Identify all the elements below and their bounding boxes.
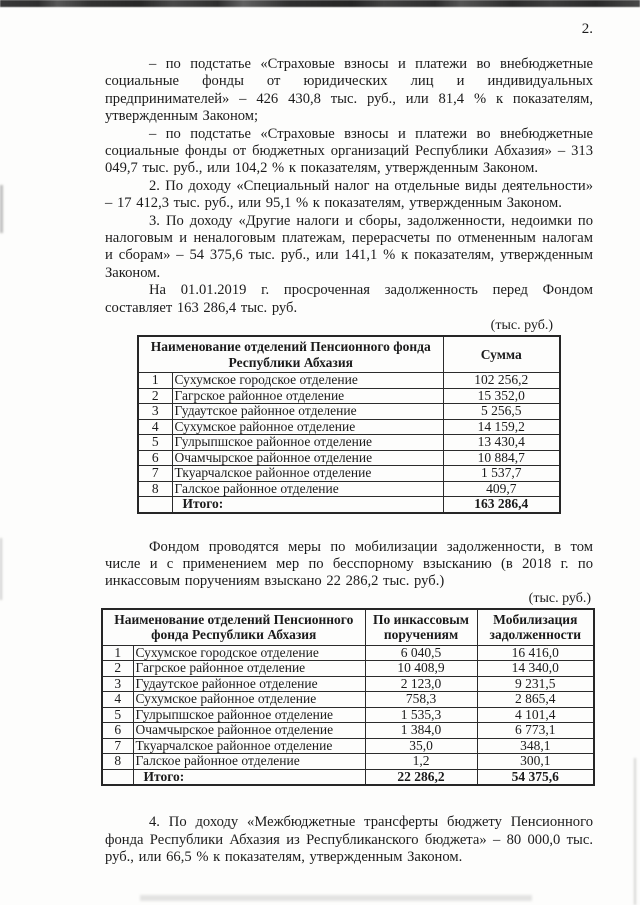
cell-name: Гулрыпшское районное отделение (133, 707, 365, 723)
cell-c1: 758,3 (365, 692, 477, 708)
table2-total-mobilization: 54 375,6 (477, 769, 594, 785)
cell-num: 1 (102, 645, 133, 661)
unit-label-table1: (тыс. руб.) (490, 318, 553, 334)
cell-num: 7 (138, 466, 172, 482)
cell-sum: 13 430,4 (443, 435, 560, 451)
cell-num: 7 (102, 738, 133, 754)
table-row (102, 676, 594, 692)
cell-c1: 1 535,3 (365, 707, 477, 723)
cell-name: Ткуарчалское районное отделение (172, 466, 443, 482)
table2-header-mobilization: Мобилизация задолженности (477, 609, 594, 646)
table-row (138, 404, 560, 420)
table2-total-incasso: 22 286,2 (365, 769, 477, 785)
cell-name: Гудаутское районное отделение (172, 404, 443, 420)
cell-num: 5 (138, 435, 172, 451)
cell-num: 2 (138, 388, 172, 404)
cell-c1: 1 384,0 (365, 723, 477, 739)
table-row (102, 754, 594, 770)
cell-c2: 14 340,0 (477, 661, 594, 677)
table-row (102, 645, 594, 661)
cell-c1: 10 408,9 (365, 661, 477, 677)
paragraph-subarticle-budget-orgs: – по подстатье «Страховые взносы и платежи во внебюджетные социальные фонды от бюджетных организаций Республики Абхазия» – 313 049,7 тыс. руб., или 104,2 % к показателям, утвержденным Законом. (105, 125, 593, 177)
cell-c1: 1,2 (365, 754, 477, 770)
cell-c2: 348,1 (477, 738, 594, 754)
cell-num: 8 (102, 754, 133, 770)
cell-num: 6 (102, 723, 133, 739)
table2-total-row (102, 769, 594, 785)
table-row (138, 450, 560, 466)
cell-empty (138, 497, 172, 513)
table-row (138, 481, 560, 497)
cell-name: Галское районное отделение (133, 754, 365, 770)
cell-name: Ткуарчалское районное отделение (133, 738, 365, 754)
unit-label-table2: (тыс. руб.) (528, 590, 591, 606)
debt-collection-by-branch-table (101, 608, 595, 787)
cell-empty (102, 769, 133, 785)
cell-sum: 5 256,5 (443, 404, 560, 420)
cell-name: Галское районное отделение (172, 481, 443, 497)
cell-name: Очамчырское районное отделение (172, 450, 443, 466)
table-row (102, 723, 594, 739)
cell-name: Сухумское городское отделение (133, 645, 365, 661)
table-row (138, 435, 560, 451)
cell-sum: 409,7 (443, 481, 560, 497)
cell-name: Сухумское районное отделение (172, 419, 443, 435)
table-row (138, 373, 560, 389)
cell-name: Сухумское городское отделение (172, 373, 443, 389)
table-row (138, 419, 560, 435)
cell-sum: 15 352,0 (443, 388, 560, 404)
paragraph-special-tax: 2. По доходу «Специальный налог на отдельные виды деятельности» – 17 412,3 тыс. руб., или 95,1 % к показателям, утвержденным Законом. (105, 177, 593, 212)
cell-num: 5 (102, 707, 133, 723)
cell-num: 4 (102, 692, 133, 708)
cell-c2: 16 416,0 (477, 645, 594, 661)
table1-header-name: Наименование отделений Пенсионного фонда Республики Абхазия (138, 336, 443, 373)
cell-num: 1 (138, 373, 172, 389)
overdue-debt-by-branch-table (137, 335, 561, 514)
table-row (102, 692, 594, 708)
cell-c2: 6 773,1 (477, 723, 594, 739)
cell-name: Сухумское районное отделение (133, 692, 365, 708)
cell-c1: 35,0 (365, 738, 477, 754)
table-row (138, 466, 560, 482)
cell-sum: 10 884,7 (443, 450, 560, 466)
table-row (138, 388, 560, 404)
cell-c2: 2 865,4 (477, 692, 594, 708)
cell-name: Гулрыпшское районное отделение (172, 435, 443, 451)
paragraph-debt-mobilization: Фондом проводятся меры по мобилизации задолженности, в том числе и с применением мер по бесспорному взысканию (в 2018 г. по инкассовым поручениям взыскано 22 286,2 тыс. руб.) (105, 538, 593, 590)
cell-c2: 300,1 (477, 754, 594, 770)
cell-sum: 102 256,2 (443, 373, 560, 389)
cell-num: 2 (102, 661, 133, 677)
cell-c2: 4 101,4 (477, 707, 594, 723)
table1-total-label: Итого: (172, 497, 443, 513)
cell-c1: 2 123,0 (365, 676, 477, 692)
table-row (102, 707, 594, 723)
cell-name: Очамчырское районное отделение (133, 723, 365, 739)
paragraph-interbudget-transfers: 4. По доходу «Межбюджетные трансферты бюджету Пенсионного фонда Республики Абхазия из Республиканского бюджета» – 80 000,0 тыс. руб., или 66,5 % к показателям, утвержденным Законом. (105, 814, 593, 866)
page-number: 2. (581, 21, 593, 37)
table2-header-name: Наименование отделений Пенсионного фонда Республики Абхазия (102, 609, 365, 646)
table-row (102, 661, 594, 677)
cell-c1: 6 040,5 (365, 645, 477, 661)
cell-num: 6 (138, 450, 172, 466)
cell-num: 8 (138, 481, 172, 497)
table2-header-incasso: По инкассовым поручениям (365, 609, 477, 646)
table2-header-row (102, 609, 594, 646)
cell-name: Гудаутское районное отделение (133, 676, 365, 692)
cell-num: 3 (102, 676, 133, 692)
table-row (102, 738, 594, 754)
cell-sum: 14 159,2 (443, 419, 560, 435)
cell-num: 3 (138, 404, 172, 420)
table1-total-sum: 163 286,4 (443, 497, 560, 513)
cell-name: Гагрское районное отделение (172, 388, 443, 404)
table1-header-row (138, 336, 560, 373)
scan-artifact-bottom-smudge (140, 895, 532, 901)
cell-sum: 1 537,7 (443, 466, 560, 482)
paragraph-subarticle-legal-entities: – по подстатье «Страховые взносы и платежи во внебюджетные социальные фонды от юридических лиц и индивидуальных предпринимателей» – 426 430,8 тыс. руб., или 81,4 % к показателям, утвержденным Законом; (105, 56, 593, 125)
cell-name: Гагрское районное отделение (133, 661, 365, 677)
table2-total-label: Итого: (133, 769, 365, 785)
table1-total-row (138, 497, 560, 513)
table1-header-sum: Сумма (443, 336, 560, 373)
cell-c2: 9 231,5 (477, 676, 594, 692)
cell-num: 4 (138, 419, 172, 435)
paragraph-overdue-debt: На 01.01.2019 г. просроченная задолженность перед Фондом составляет 163 286,4 тыс. руб. (105, 282, 593, 316)
paragraph-other-taxes: 3. По доходу «Другие налоги и сборы, задолженности, недоимки по налоговым и неналоговым платежам, перерасчеты по отмененным налогам и сборам» – 54 375,6 тыс. руб., или 141,1 % к показателям, утвержденным Законом. (105, 212, 593, 281)
